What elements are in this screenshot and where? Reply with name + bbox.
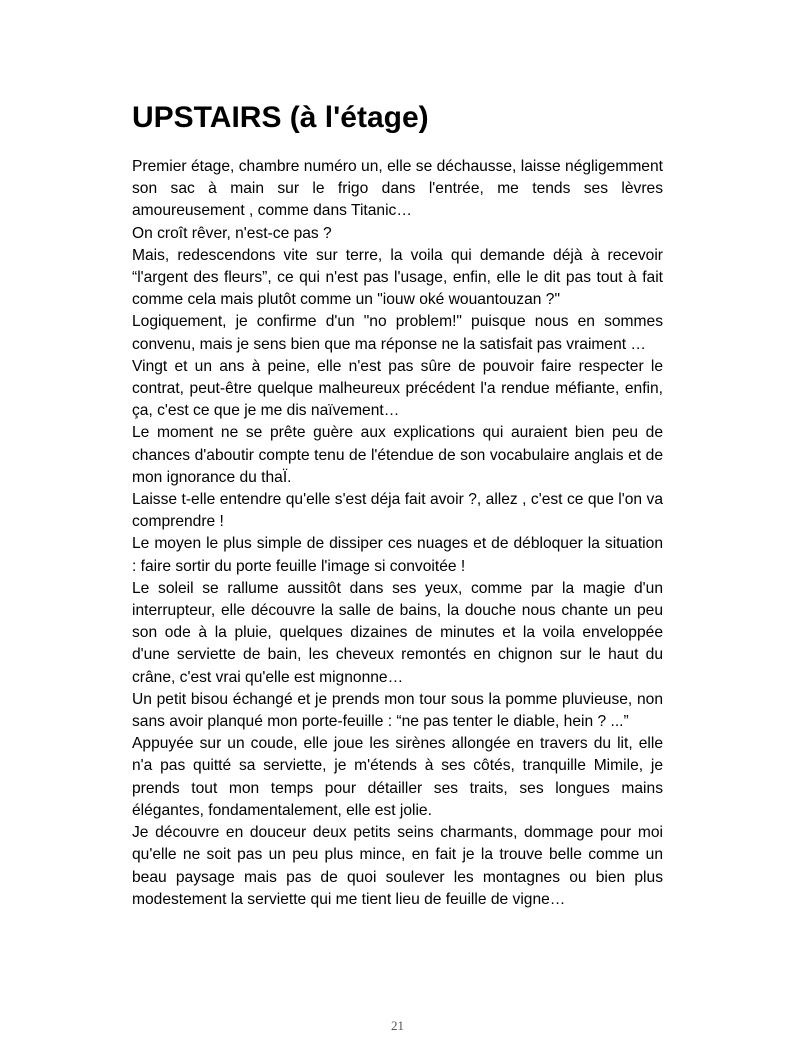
paragraph: Un petit bisou échangé et je prends mon tour sous la pomme pluvieuse, non sans avoir planqué mon porte-feuille : “ne pas tenter le diable, hein ? ...” [132, 690, 663, 731]
paragraph: Premier étage, chambre numéro un, elle se déchausse, laisse négligemment son sac à main sur le frigo dans l'entrée, me tends ses lèvres amoureusement , comme dans Titanic… [132, 158, 663, 220]
paragraph: Appuyée sur un coude, elle joue les sirènes allongée en travers du lit, elle n'a pas quitté sa serviette, je m'étends à ses côtés, tranquille Mimile, je prends tout mon temps pour détailler ses traits, ses longues mains élégantes, fondamentalement, elle est jolie. [132, 735, 663, 819]
paragraph: Le moment ne se prête guère aux explications qui auraient bien peu de chances d'aboutir compte tenu de l'étendue de son vocabulaire anglais et de mon ignorance du thaÏ. [132, 424, 663, 486]
paragraph: Vingt et un ans à peine, elle n'est pas sûre de pouvoir faire respecter le contrat, peut-être quelque malheureux précédent l'a rendue méfiante, enfin, ça, c'est ce que je me dis naïvement… [132, 357, 663, 420]
page-number: 21 [391, 1018, 404, 1033]
paragraph: Mais, redescendons vite sur terre, la voila qui demande déjà à recevoir “l'argent des fleurs”, ce qui n'est pas l'usage, enfin, elle le dit pas tout à fait comme cela mais plutôt comme un "iouw oké wouantouzan ?" [132, 246, 663, 309]
paragraph: Le moyen le plus simple de dissiper ces nuages et de débloquer la situation : faire sortir du porte feuille l'image si convoitée ! [132, 535, 663, 575]
page-title: UPSTAIRS (à l'étage) [132, 101, 429, 134]
paragraph: Logiquement, je confirme d'un "no problem!" puisque nous en sommes convenu, mais je sens bien que ma réponse ne la satisfait pas vraiment … [132, 313, 663, 353]
paragraph: On croît rêver, n'est-ce pas ? [132, 224, 332, 242]
body-text [132, 156, 663, 911]
paragraph: Je découvre en douceur deux petits seins charmants, dommage pour moi qu'elle ne soit pas un peu plus mince, en fait je la trouve belle comme un beau paysage mais pas de quoi soulever les montagnes ou bien plus modestement la serviette qui me tient lieu de feuille de vigne… [132, 824, 663, 908]
paragraph: Laisse t-elle entendre qu'elle s'est déja fait avoir ?, allez , c'est ce que l'on va comprendre ! [132, 491, 663, 531]
paragraph: Le soleil se rallume aussitôt dans ses yeux, comme par la magie d'un interrupteur, elle découvre la salle de bains, la douche nous chante un peu son ode à la pluie, quelques dizaines de minutes et la voila enveloppée d'une serviette de bain, les cheveux remontés en chignon sur le haut du crâne, c'est vrai qu'elle est mignonne… [132, 579, 663, 686]
